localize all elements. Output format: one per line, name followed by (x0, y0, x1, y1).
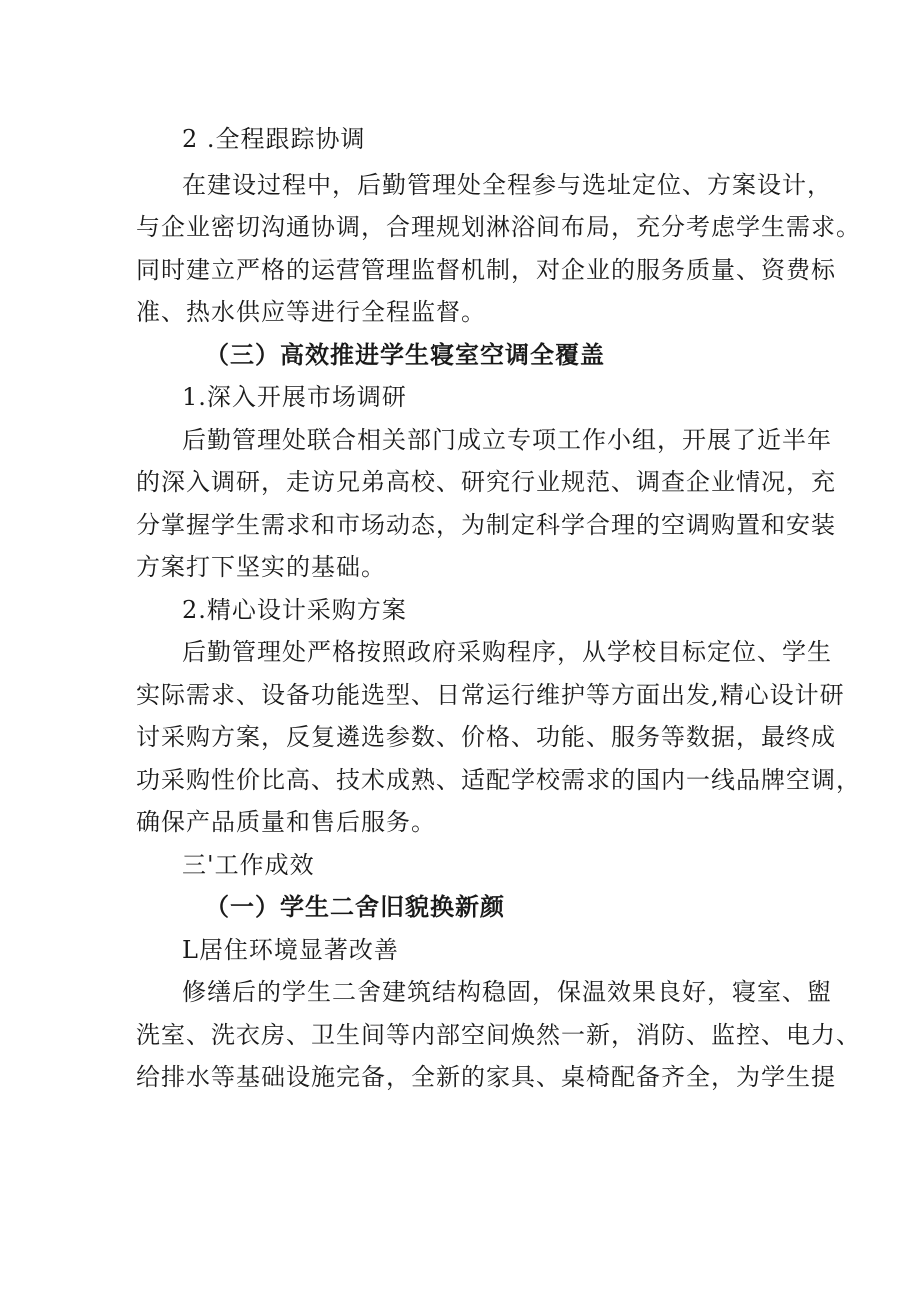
heading-work-results: 三'工作成效 (182, 851, 315, 879)
paragraph-line: 实际需求、设备功能选型、日常运行维护等方面出发,精心设计研 (136, 681, 845, 709)
paragraph-line: 洗室、洗衣房、卫生间等内部空间焕然一新，消防、监控、电力、 (136, 1021, 861, 1049)
paragraph-line: 与企业密切沟通协调，合理规划淋浴间布局，充分考虑学生需求。 (136, 213, 861, 241)
paragraph-line: 在建设过程中，后勤管理处全程参与选址定位、方案设计， (182, 171, 832, 199)
subheading-procurement-plan: 2.精心设计采购方案 (182, 596, 407, 624)
subheading-whole-process-tracking: 2 .全程跟踪协调 (182, 125, 366, 153)
paragraph-line: 准、热水供应等进行全程监督。 (136, 298, 486, 326)
paragraph-line: 分掌握学生需求和市场动态，为制定科学合理的空调购置和安装 (136, 511, 836, 539)
paragraph-line: 后勤管理处联合相关部门成立专项工作小组，开展了近半年 (182, 426, 832, 454)
section-heading-dormitory-renovation: （一）学生二舍旧貌换新颜 (205, 892, 505, 921)
paragraph-line: 功采购性价比高、技术成熟、适配学校需求的国内一线品牌空调， (136, 766, 861, 794)
paragraph-line: 同时建立严格的运营管理监督机制，对企业的服务质量、资费标 (136, 256, 836, 284)
paragraph-line: 方案打下坚实的基础。 (136, 553, 386, 581)
paragraph-line: 确保产品质量和售后服务。 (136, 808, 436, 836)
paragraph-line: 修缮后的学生二舍建筑结构稳固，保温效果良好，寝室、盥 (182, 978, 832, 1006)
paragraph-line: 给排水等基础设施完备，全新的家具、桌椅配备齐全，为学生提 (136, 1063, 836, 1091)
subheading-market-research: 1.深入开展市场调研 (182, 383, 407, 411)
paragraph-line: 讨采购方案，反复遴选参数、价格、功能、服务等数据，最终成 (136, 723, 836, 751)
subheading-living-environment: L居住环境显著改善 (182, 936, 399, 964)
section-heading-air-conditioning: （三）高效推进学生寝室空调全覆盖 (205, 340, 605, 369)
paragraph-line: 的深入调研，走访兄弟高校、研究行业规范、调查企业情况，充 (136, 468, 836, 496)
paragraph-line: 后勤管理处严格按照政府采购程序，从学校目标定位、学生 (182, 638, 832, 666)
